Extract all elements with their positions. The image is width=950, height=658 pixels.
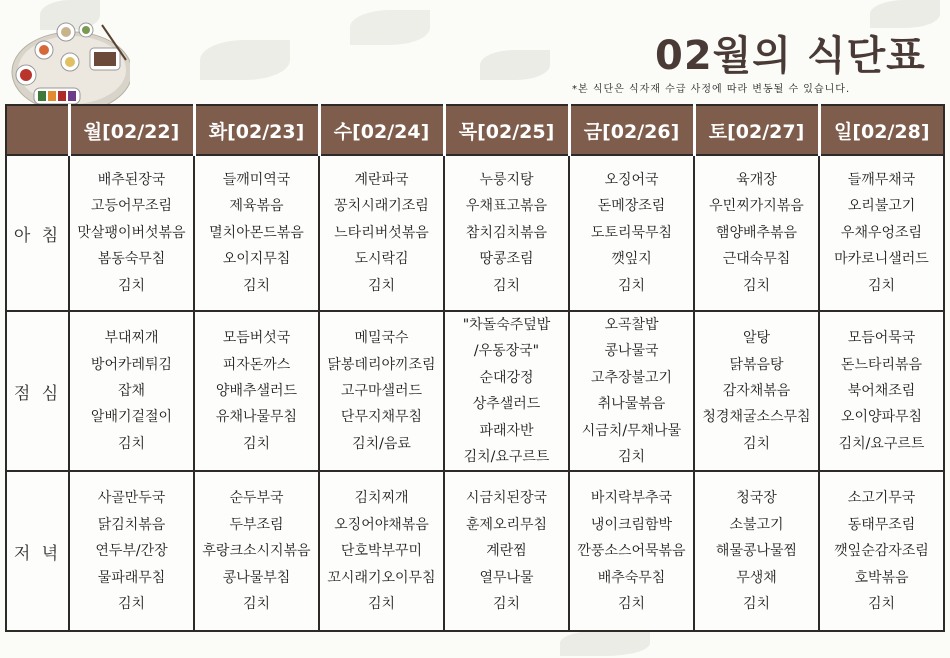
menu-item: 두부조림 [229,516,284,533]
menu-item: 고추장불고기 [590,369,673,386]
menu-item: 햄양배추볶음 [715,224,798,241]
menu-cell [319,155,444,311]
day-header: 화[02/23] [194,105,319,155]
menu-item: 순두부국 [229,490,284,507]
menu-item: 배추숙무침 [597,569,666,586]
menu-item: 메밀국수 [354,330,409,347]
menu-cell [694,471,819,631]
menu-item: 오이양파무침 [840,409,923,426]
menu-cell [694,155,819,311]
meal-label: 저 녁 [6,471,69,631]
meal-label: 점 심 [6,311,69,471]
menu-item: 우채표고볶음 [465,198,548,215]
menu-item: 계란파국 [354,171,409,188]
menu-item: /우동장국" [473,343,540,360]
menu-item: 고등어무조림 [90,198,173,215]
menu-item: 김치 [742,435,771,452]
menu-cell [319,311,444,471]
menu-item: 소불고기 [729,516,784,533]
menu-item: 오리불고기 [847,198,916,215]
menu-item: 무생채 [736,569,777,586]
menu-item: 김치 [117,277,146,294]
menu-item: 닭봉데리야끼조림 [327,356,436,373]
menu-item: 김치/요구르트 [838,435,925,452]
menu-item: 근대숙무침 [722,251,791,268]
menu-item: 파래자반 [479,422,534,439]
background-leaf [350,10,430,45]
menu-cell [69,155,194,311]
menu-item: 우채우엉조림 [840,224,923,241]
menu-item: 감자채볶음 [722,383,791,400]
menu-item: 계란찜 [486,543,527,560]
menu-item: 닭김치볶음 [97,516,166,533]
background-leaf [560,630,650,656]
menu-item: 김치 [617,277,646,294]
menu-item: 맛살팽이버섯볶음 [77,224,186,241]
menu-item: 김치/음료 [352,435,411,452]
day-header: 수[02/24] [319,105,444,155]
menu-item: 시금치/무채나물 [581,422,682,439]
menu-item: 냉이크림함박 [590,516,673,533]
meal-row [6,311,944,471]
menu-item: 모듬버섯국 [222,330,291,347]
menu-item: 김치 [242,435,271,452]
menu-item: 김치 [867,596,896,613]
day-header: 목[02/25] [444,105,569,155]
menu-cell [569,155,694,311]
menu-item: 마카로니샐러드 [834,251,929,268]
background-leaf [480,50,550,80]
menu-item: 참치김치볶음 [465,224,548,241]
menu-item: 땅콩조림 [479,251,534,268]
menu-item: 호박볶음 [854,569,909,586]
menu-item: 동태무조림 [847,516,916,533]
menu-item: 해물콩나물찜 [715,543,798,560]
menu-item: 육개장 [736,171,777,188]
menu-item: 잡채 [117,383,146,400]
menu-cell [444,471,569,631]
menu-change-notice: *본 식단은 식자재 수급 사정에 따라 변동될 수 있습니다. [572,84,851,95]
menu-item: 김치 [242,596,271,613]
menu-cell [569,471,694,631]
menu-item: 사골만두국 [97,490,166,507]
menu-cell [819,471,944,631]
menu-item: 단무지채무침 [340,409,423,426]
menu-item: 도토리묵무침 [590,224,673,241]
menu-cell [194,311,319,471]
menu-item: 김치 [617,596,646,613]
day-header: 토[02/27] [694,105,819,155]
menu-cell [569,311,694,471]
menu-item: 청경채굴소스무침 [702,409,811,426]
menu-item: 깻잎지 [611,251,652,268]
menu-item: 김치 [492,596,521,613]
menu-item: 돈느타리볶음 [840,356,923,373]
menu-item: 김치 [242,277,271,294]
menu-item: 열무나물 [479,569,534,586]
menu-item: 청국장 [736,490,777,507]
menu-item: 들깨미역국 [222,171,291,188]
menu-item: 오징어국 [604,171,659,188]
menu-cell [819,311,944,471]
menu-item: 깻잎순감자조림 [834,543,929,560]
background-leaf [200,40,290,80]
menu-item: 누룽지탕 [479,171,534,188]
menu-item: 김치 [742,277,771,294]
menu-item: 단호박부꾸미 [340,543,423,560]
menu-item: 알배기겉절이 [90,409,173,426]
menu-item: 콩나물국 [604,343,659,360]
menu-cell [69,471,194,631]
menu-item: 취나물볶음 [597,396,666,413]
menu-item: 도시락김 [354,251,409,268]
day-header: 월[02/22] [69,105,194,155]
menu-item: 멸치아몬드볶음 [209,224,304,241]
meal-row [6,155,944,311]
menu-item: 꼬시래기오이무침 [327,569,436,586]
menu-item: 김치 [492,277,521,294]
meal-row [6,471,944,631]
menu-item: 우민찌가지볶음 [709,198,804,215]
food-tray-illustration [6,20,130,110]
menu-item: 김치 [117,435,146,452]
menu-item: 방어카레튀김 [90,356,173,373]
menu-item: 느타리버섯볶음 [334,224,429,241]
menu-item: 오곡찰밥 [604,317,659,333]
menu-cell [69,311,194,471]
menu-cell [444,155,569,311]
menu-item: 바지락부추국 [590,490,673,507]
meal-label: 아 침 [6,155,69,311]
menu-item: 피자돈까스 [222,356,291,373]
menu-cell [194,155,319,311]
menu-item: 연두부/간장 [95,543,168,560]
menu-item: 배추된장국 [97,171,166,188]
day-header: 일[02/28] [819,105,944,155]
menu-item: 모듬어묵국 [847,330,916,347]
menu-item: 꽁치시래기조림 [334,198,429,215]
day-header: 금[02/26] [569,105,694,155]
menu-item: 상추샐러드 [472,396,541,413]
menu-item: 후랑크소시지볶음 [202,543,311,560]
menu-item: 들깨무채국 [847,171,916,188]
weekly-menu-table [5,104,945,632]
menu-item: "차돌숙주덮밥 [462,317,551,333]
menu-item: 닭볶음탕 [729,356,784,373]
menu-item: 김치 [617,449,646,466]
menu-item: 김치 [367,277,396,294]
menu-cell [194,471,319,631]
menu-cell [694,311,819,471]
menu-item: 깐풍소스어묵볶음 [577,543,686,560]
menu-item: 부대찌개 [104,330,159,347]
menu-item: 물파래무침 [97,569,166,586]
menu-item: 알탕 [742,330,771,347]
menu-item: 김치 [867,277,896,294]
menu-item: 콩나물부침 [222,569,291,586]
menu-item: 제육볶음 [229,198,284,215]
menu-item: 김치 [117,596,146,613]
menu-item: 김치찌개 [354,490,409,507]
menu-item: 훈제오리무침 [465,516,548,533]
menu-item: 순대강정 [479,369,534,386]
menu-item: 돈메장조림 [597,198,666,215]
menu-item: 봄동숙무침 [97,251,166,268]
menu-item: 양배추샐러드 [215,383,298,400]
menu-cell [444,311,569,471]
menu-cell [819,155,944,311]
menu-item: 김치 [367,596,396,613]
menu-item: 소고기무국 [847,490,916,507]
menu-item: 김치/요구르트 [463,449,550,466]
menu-item: 고구마샐러드 [340,383,423,400]
day-header-row [6,105,944,155]
corner-cell [6,105,69,155]
menu-item: 북어채조림 [847,383,916,400]
menu-item: 오이지무침 [222,251,291,268]
menu-item: 유채나물무침 [215,409,298,426]
menu-item: 김치 [742,596,771,613]
menu-cell [319,471,444,631]
menu-item: 오징어야채볶음 [334,516,429,533]
menu-item: 시금치된장국 [465,490,548,507]
page-title: 02월의 식단표 [655,33,926,79]
